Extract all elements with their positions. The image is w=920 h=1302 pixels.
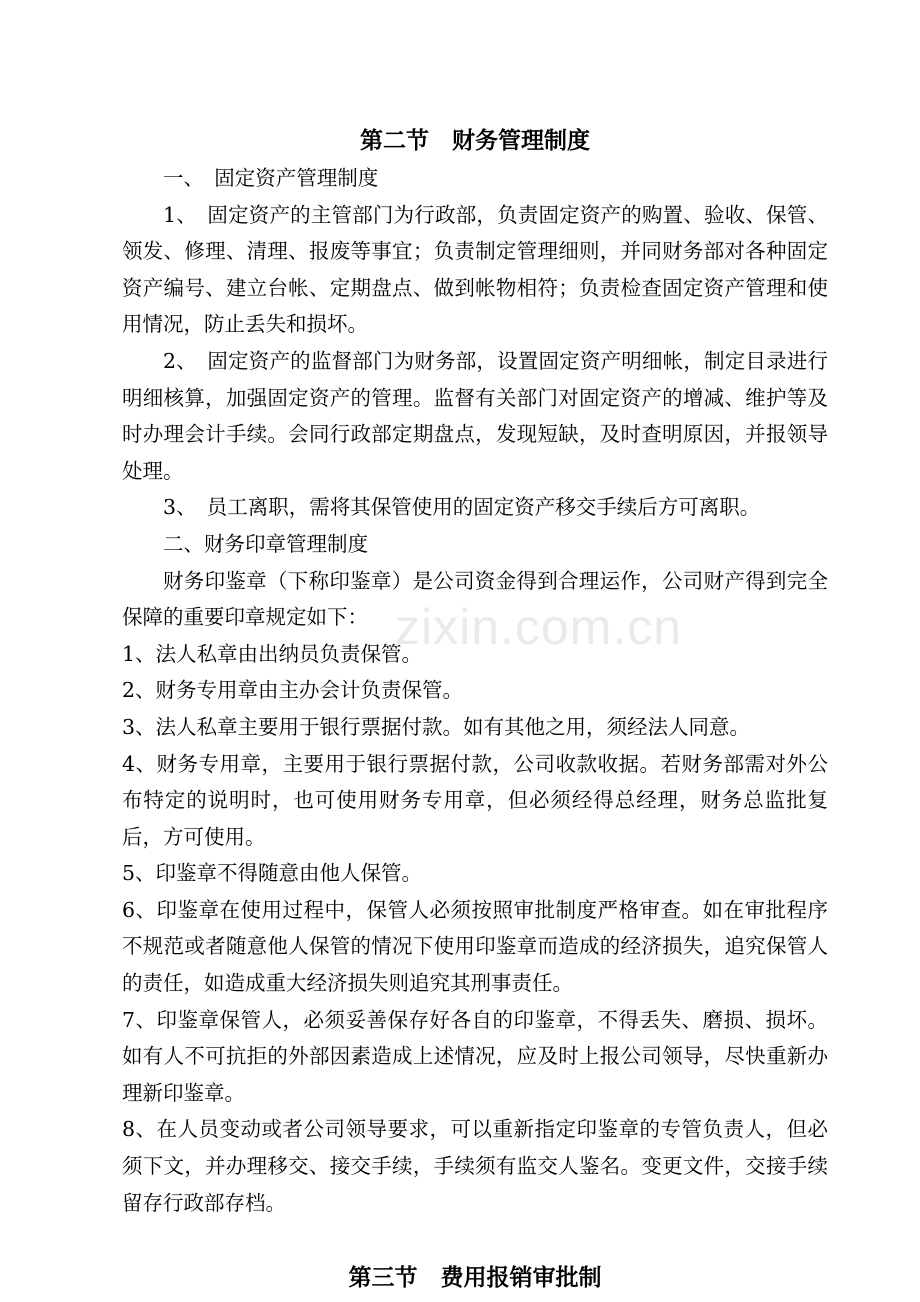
seal-rule-2: 2、财务专用章由主办会计负责保管。 [122, 678, 464, 703]
seal-rule-7: 7、印鉴章保管人，必须妥善保存好各自的印鉴章，不得丢失、磨损、损坏。如有人不可抗拒的外部因素造成上述情况，应及时上报公司领导，尽快重新办理新印鉴章。 [122, 1007, 828, 1105]
section-3-title: 第三节 费用报销审批制 [348, 1264, 602, 1292]
seal-rule-6: 6、印鉴章在使用过程中，保管人必须按照审批制度严格审查。如在审批程序不规范或者随意他人保管的情况下使用印鉴章而造成的经济损失，追究保管人的责任，如造成重大经济损失则追究其刑事责任。 [122, 897, 828, 996]
document-body [122, 122, 828, 1297]
seal-rule-5: 5、印鉴章不得随意由他人保管。 [122, 861, 423, 886]
seal-heading: 二、财务印章管理制度 [163, 531, 368, 556]
fixed-assets-item-2: 2、 固定资产的监督部门为财务部，设置固定资产明细帐，制定目录进行明细核算，加强固定资产的管理。监督有关部门对固定资产的增减、维护等及时办理会计手续。会同行政部定期盘点，发现短缺，及时查明原因，并报领导处理。 [122, 348, 828, 483]
seal-rule-8: 8、在人员变动或者公司领导要求，可以重新指定印鉴章的专管负责人，但必须下文，并办理移交、接交手续，手续须有监交人鉴名。变更文件，交接手续留存行政部存档。 [122, 1117, 828, 1215]
seal-intro: 财务印鉴章（下称印鉴章）是公司资金得到合理运作，公司财产得到完全保障的重要印章规定如下： [122, 568, 828, 630]
seal-rule-4: 4、财务专用章，主要用于银行票据付款，公司收款收据。若财务部需对外公布特定的说明时，也可使用财务专用章，但必须经得总经理，财务总监批复后，方可使用。 [122, 751, 828, 849]
fixed-assets-heading: 一、 固定资产管理制度 [163, 166, 379, 190]
section-2-title: 第二节 财务管理制度 [360, 127, 590, 154]
seal-rule-3: 3、法人私章主要用于银行票据付款。如有其他之用，须经法人同意。 [122, 714, 751, 739]
seal-rule-1: 1、法人私章由出纳员负责保管。 [122, 641, 423, 666]
watermark: zixin.com.cn [395, 599, 683, 655]
fixed-assets-item-1: 1、 固定资产的主管部门为行政部，负责固定资产的购置、验收、保管、领发、修理、清理、报废等事宜；负责制定管理细则，并同财务部对各种固定资产编号、建立台帐、定期盘点、做到帐物相符；负责检查固定资产管理和使用情况，防止丢失和损坏。 [122, 202, 828, 337]
fixed-assets-item-3: 3、 员工离职，需将其保管使用的固定资产移交手续后方可离职。 [163, 495, 761, 520]
section-spacer [122, 1221, 828, 1251]
